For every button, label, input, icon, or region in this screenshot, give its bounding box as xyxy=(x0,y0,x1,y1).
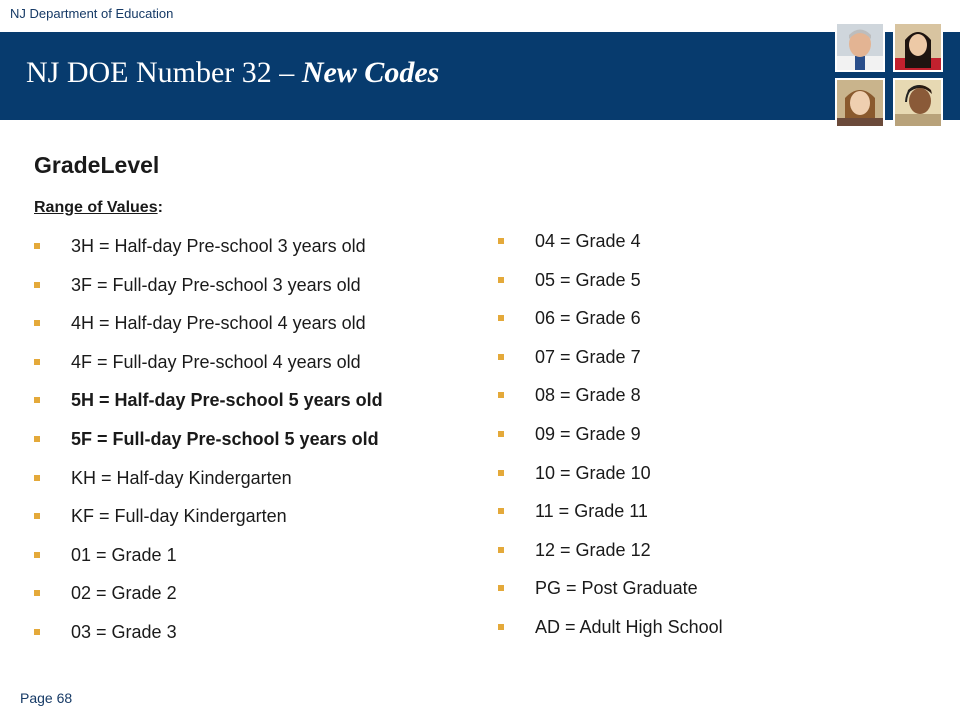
list-item xyxy=(34,351,484,390)
list-item-text: 3F = Full-day Pre-school 3 years old xyxy=(71,274,361,295)
bullet-icon xyxy=(34,475,40,481)
list-item xyxy=(498,462,938,501)
bullet-icon xyxy=(34,282,40,288)
list-item-text: 06 = Grade 6 xyxy=(535,308,641,329)
title-main: NJ DOE Number 32 – xyxy=(26,56,302,89)
staff-photo-man xyxy=(835,22,885,72)
bullet-icon xyxy=(498,238,504,244)
bullet-icon xyxy=(34,436,40,442)
bullet-icon xyxy=(34,243,40,249)
bullet-icon xyxy=(498,315,504,321)
list-item-text: 09 = Grade 9 xyxy=(535,423,641,444)
list-item xyxy=(498,384,938,423)
list-item xyxy=(498,423,938,462)
list-item-text: KH = Half-day Kindergarten xyxy=(71,467,292,488)
org-name: NJ Department of Education xyxy=(10,6,174,21)
section-heading: GradeLevel xyxy=(34,152,160,178)
bullet-icon xyxy=(34,590,40,596)
list-item-text: 4H = Half-day Pre-school 4 years old xyxy=(71,313,366,334)
list-item xyxy=(498,346,938,385)
list-item-text: AD = Adult High School xyxy=(535,616,723,637)
list-item-text: 4F = Full-day Pre-school 4 years old xyxy=(71,351,361,372)
list-item-text: KF = Full-day Kindergarten xyxy=(71,506,287,527)
list-item-text: PG = Post Graduate xyxy=(535,578,698,599)
list-item-text: 5F = Full-day Pre-school 5 years old xyxy=(71,428,379,449)
range-label-text: Range of Values xyxy=(34,199,158,216)
list-item xyxy=(498,539,938,578)
bullet-icon xyxy=(498,508,504,514)
list-item xyxy=(498,500,938,539)
list-item xyxy=(498,616,938,655)
list-item-text: 11 = Grade 11 xyxy=(535,501,648,522)
bullet-icon xyxy=(498,277,504,283)
list-item xyxy=(34,312,484,351)
list-item-text: 5H = Half-day Pre-school 5 years old xyxy=(71,390,383,411)
staff-photo-woman-2 xyxy=(835,78,885,128)
bullet-icon xyxy=(34,320,40,326)
range-label xyxy=(34,199,163,217)
list-item-text: 3H = Half-day Pre-school 3 years old xyxy=(71,236,366,256)
list-item-text: 12 = Grade 12 xyxy=(535,539,651,560)
list-item-text: 07 = Grade 7 xyxy=(535,346,641,367)
list-item xyxy=(34,544,484,583)
list-item xyxy=(498,230,938,269)
list-item-text: 10 = Grade 10 xyxy=(535,462,651,483)
bullet-icon xyxy=(34,513,40,519)
bullet-icon xyxy=(34,629,40,635)
bullet-icon xyxy=(498,585,504,591)
title-sub: New Codes xyxy=(301,56,440,89)
list-item-text: 08 = Grade 8 xyxy=(535,385,641,406)
list-item xyxy=(34,428,484,467)
list-item xyxy=(34,235,484,274)
list-item xyxy=(498,307,938,346)
list-item-text: 03 = Grade 3 xyxy=(71,621,177,642)
list-item xyxy=(34,582,484,621)
list-item-text: 04 = Grade 4 xyxy=(535,231,641,251)
list-item xyxy=(498,577,938,616)
list-item xyxy=(498,269,938,308)
bullet-icon xyxy=(34,552,40,558)
page-title xyxy=(26,56,439,90)
page-number: Page 68 xyxy=(20,690,73,706)
list-item xyxy=(34,621,484,660)
staff-photo-man-2 xyxy=(893,78,943,128)
list-item xyxy=(34,274,484,313)
bullet-icon xyxy=(34,397,40,403)
range-label-colon: : xyxy=(157,199,163,216)
bullet-icon xyxy=(498,431,504,437)
list-item-text: 05 = Grade 5 xyxy=(535,269,641,290)
bullet-icon xyxy=(498,624,504,630)
bullet-icon xyxy=(498,470,504,476)
list-item-text: 01 = Grade 1 xyxy=(71,544,177,565)
staff-photo-woman-1 xyxy=(893,22,943,72)
list-item xyxy=(34,467,484,506)
bullet-icon xyxy=(498,392,504,398)
bullet-icon xyxy=(498,547,504,553)
left-code-list xyxy=(34,235,484,660)
bullet-icon xyxy=(498,354,504,360)
right-code-list xyxy=(498,230,938,655)
list-item-text: 02 = Grade 2 xyxy=(71,583,177,604)
bullet-icon xyxy=(34,359,40,365)
list-item xyxy=(34,389,484,428)
staff-photos xyxy=(831,20,951,132)
list-item xyxy=(34,505,484,544)
